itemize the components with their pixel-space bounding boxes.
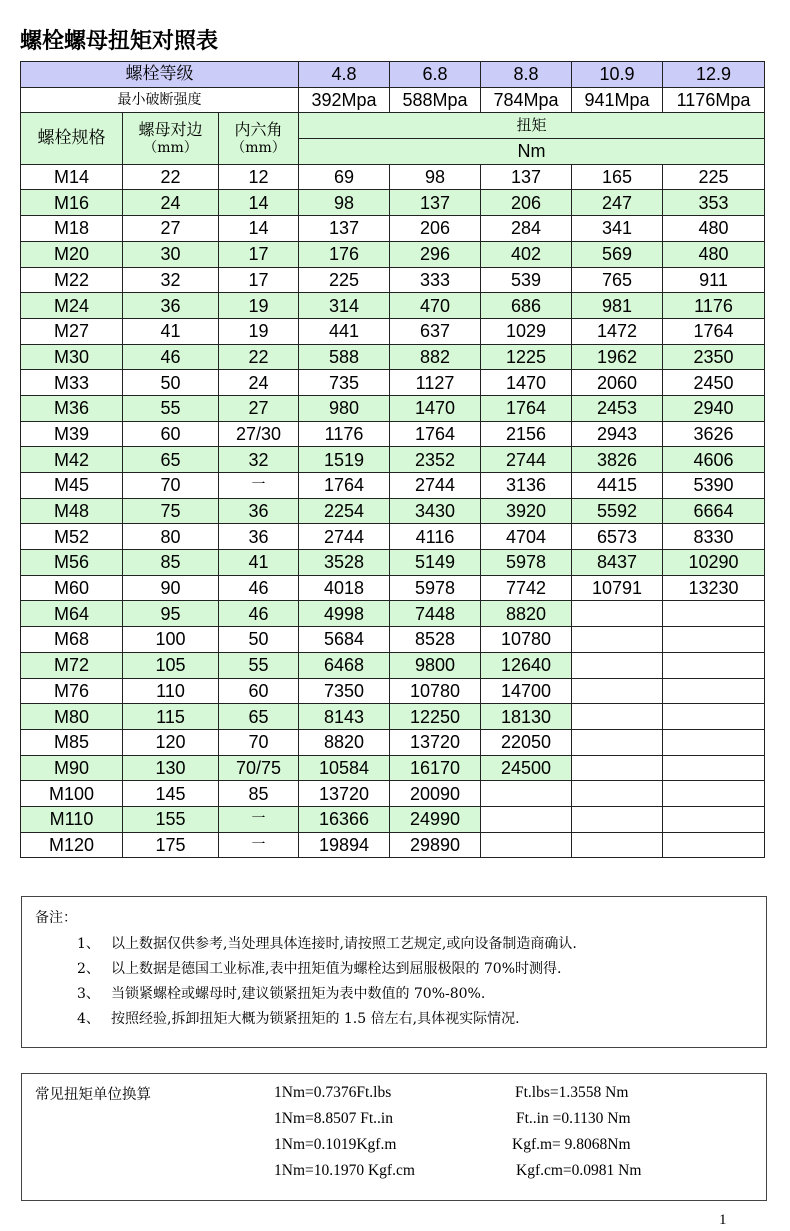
cell-torque-4-8: 8820: [299, 729, 390, 755]
cell-nut-size: 32: [123, 267, 219, 293]
cell-torque-4-8: 2744: [299, 524, 390, 550]
cell-torque-4-8: 69: [299, 164, 390, 190]
cell-torque-6-8: 1470: [390, 395, 481, 421]
cell-hex-size: 50: [219, 627, 299, 653]
cell-torque-10-9: [572, 601, 663, 627]
table-row: [21, 241, 765, 267]
cell-torque-6-8: 10780: [390, 678, 481, 704]
cell-torque-12-9: [663, 729, 765, 755]
page-number: 1: [719, 1212, 727, 1228]
cell-torque-6-8: 1127: [390, 370, 481, 396]
cell-hex-size: 27: [219, 395, 299, 421]
header-torque: 扭矩: [299, 113, 765, 139]
cell-hex-size: 一: [219, 832, 299, 858]
cell-torque-4-8: 3528: [299, 550, 390, 576]
header-hex-label: 内六角: [234, 119, 283, 139]
cell-torque-6-8: 13720: [390, 729, 481, 755]
cell-bolt-spec: M22: [21, 267, 123, 293]
strength-12-9: 1176Mpa: [663, 87, 765, 113]
grade-4-8: 4.8: [299, 62, 390, 88]
cell-torque-10-9: [572, 781, 663, 807]
cell-bolt-spec: M42: [21, 447, 123, 473]
cell-torque-6-8: 2744: [390, 473, 481, 499]
cell-bolt-spec: M110: [21, 806, 123, 832]
cell-torque-4-8: 19894: [299, 832, 390, 858]
cell-hex-size: 55: [219, 652, 299, 678]
cell-hex-size: 46: [219, 601, 299, 627]
note-text: 当锁紧螺栓或螺母时,建议锁紧扭矩为表中数值的 70%-80%.: [111, 986, 486, 1002]
cell-bolt-spec: M24: [21, 293, 123, 319]
cell-torque-12-9: 2940: [663, 395, 765, 421]
cell-torque-8-8: 10780: [481, 627, 572, 653]
cell-hex-size: 46: [219, 575, 299, 601]
cell-torque-10-9: 765: [572, 267, 663, 293]
cell-bolt-spec: M85: [21, 729, 123, 755]
cell-torque-6-8: 98: [390, 164, 481, 190]
conversion-right: Kgf.cm=0.0981 Nm: [516, 1162, 642, 1179]
cell-torque-6-8: 20090: [390, 781, 481, 807]
cell-torque-6-8: 16170: [390, 755, 481, 781]
table-row: [21, 704, 765, 730]
cell-bolt-spec: M80: [21, 704, 123, 730]
table-row: [21, 318, 765, 344]
cell-hex-size: 85: [219, 781, 299, 807]
cell-bolt-spec: M76: [21, 678, 123, 704]
cell-torque-12-9: 4606: [663, 447, 765, 473]
cell-torque-6-8: 333: [390, 267, 481, 293]
cell-bolt-spec: M120: [21, 832, 123, 858]
cell-torque-6-8: 12250: [390, 704, 481, 730]
cell-nut-size: 110: [123, 678, 219, 704]
table-row: [21, 832, 765, 858]
cell-torque-12-9: [663, 781, 765, 807]
cell-nut-size: 27: [123, 216, 219, 242]
cell-torque-10-9: 1472: [572, 318, 663, 344]
cell-torque-8-8: 24500: [481, 755, 572, 781]
cell-bolt-spec: M60: [21, 575, 123, 601]
cell-torque-10-9: 341: [572, 216, 663, 242]
table-row: [21, 627, 765, 653]
cell-torque-12-9: [663, 704, 765, 730]
table-row: [21, 678, 765, 704]
conversion-right: Kgf.m= 9.8068Nm: [512, 1136, 631, 1153]
cell-torque-10-9: 165: [572, 164, 663, 190]
cell-torque-4-8: 6468: [299, 652, 390, 678]
cell-torque-12-9: 1176: [663, 293, 765, 319]
cell-nut-size: 85: [123, 550, 219, 576]
cell-torque-6-8: 470: [390, 293, 481, 319]
table-row: [21, 447, 765, 473]
note-text: 以上数据仅供参考,当处理具体连接时,请按照工艺规定,或向设备制造商确认.: [111, 936, 577, 952]
cell-torque-10-9: [572, 806, 663, 832]
header-nut-label: 螺母对边: [138, 119, 203, 139]
strength-row: [21, 87, 765, 113]
cell-torque-12-9: [663, 832, 765, 858]
cell-nut-size: 130: [123, 755, 219, 781]
conversion-heading: 常见扭矩单位换算: [35, 1087, 151, 1103]
table-row: [21, 395, 765, 421]
table-row: [21, 575, 765, 601]
strength-8-8: 784Mpa: [481, 87, 572, 113]
cell-nut-size: 105: [123, 652, 219, 678]
cell-torque-6-8: 5149: [390, 550, 481, 576]
conversion-left: 1Nm=8.8507 Ft..in: [274, 1110, 393, 1127]
cell-torque-6-8: 9800: [390, 652, 481, 678]
cell-bolt-spec: M14: [21, 164, 123, 190]
cell-torque-4-8: 7350: [299, 678, 390, 704]
cell-bolt-spec: M100: [21, 781, 123, 807]
cell-torque-4-8: 980: [299, 395, 390, 421]
cell-bolt-spec: M90: [21, 755, 123, 781]
cell-hex-size: 一: [219, 473, 299, 499]
cell-nut-size: 70: [123, 473, 219, 499]
cell-hex-size: 41: [219, 550, 299, 576]
cell-torque-12-9: 13230: [663, 575, 765, 601]
cell-nut-size: 24: [123, 190, 219, 216]
cell-torque-10-9: [572, 832, 663, 858]
cell-torque-12-9: 225: [663, 164, 765, 190]
cell-nut-size: 80: [123, 524, 219, 550]
cell-torque-6-8: 8528: [390, 627, 481, 653]
cell-torque-12-9: [663, 755, 765, 781]
cell-torque-4-8: 176: [299, 241, 390, 267]
cell-torque-6-8: 3430: [390, 498, 481, 524]
cell-torque-4-8: 225: [299, 267, 390, 293]
cell-torque-8-8: 18130: [481, 704, 572, 730]
cell-torque-4-8: 10584: [299, 755, 390, 781]
cell-torque-8-8: 8820: [481, 601, 572, 627]
cell-torque-4-8: 1176: [299, 421, 390, 447]
cell-nut-size: 22: [123, 164, 219, 190]
cell-torque-8-8: 1029: [481, 318, 572, 344]
cell-torque-12-9: 6664: [663, 498, 765, 524]
grade-row: [21, 62, 765, 88]
notes-box: [21, 896, 767, 1048]
table-row: [21, 190, 765, 216]
table-row: [21, 421, 765, 447]
cell-torque-6-8: 137: [390, 190, 481, 216]
cell-torque-10-9: 5592: [572, 498, 663, 524]
cell-bolt-spec: M27: [21, 318, 123, 344]
page-title: 螺栓螺母扭矩对照表: [20, 29, 219, 54]
cell-torque-8-8: [481, 806, 572, 832]
table-row: [21, 755, 765, 781]
cell-bolt-spec: M39: [21, 421, 123, 447]
cell-bolt-spec: M68: [21, 627, 123, 653]
note-item: [77, 933, 577, 953]
cell-torque-10-9: [572, 652, 663, 678]
cell-torque-8-8: 1225: [481, 344, 572, 370]
cell-torque-12-9: 911: [663, 267, 765, 293]
cell-torque-6-8: 2352: [390, 447, 481, 473]
strength-label: 最小破断强度: [21, 87, 299, 113]
cell-torque-8-8: 3136: [481, 473, 572, 499]
cell-torque-8-8: 3920: [481, 498, 572, 524]
cell-torque-10-9: 10791: [572, 575, 663, 601]
cell-torque-6-8: 4116: [390, 524, 481, 550]
table-row: [21, 293, 765, 319]
cell-hex-size: 19: [219, 318, 299, 344]
strength-4-8: 392Mpa: [299, 87, 390, 113]
header-nut-unit: （mm）: [143, 139, 198, 156]
cell-torque-6-8: 24990: [390, 806, 481, 832]
cell-torque-4-8: 4018: [299, 575, 390, 601]
cell-torque-10-9: 981: [572, 293, 663, 319]
cell-torque-12-9: 1764: [663, 318, 765, 344]
cell-nut-size: 60: [123, 421, 219, 447]
cell-torque-10-9: 2060: [572, 370, 663, 396]
cell-torque-12-9: 353: [663, 190, 765, 216]
cell-torque-8-8: 4704: [481, 524, 572, 550]
notes-heading: 备注：: [35, 910, 77, 926]
table-row: [21, 601, 765, 627]
cell-nut-size: 95: [123, 601, 219, 627]
cell-torque-10-9: 2943: [572, 421, 663, 447]
cell-torque-4-8: 4998: [299, 601, 390, 627]
cell-hex-size: 36: [219, 524, 299, 550]
cell-bolt-spec: M52: [21, 524, 123, 550]
cell-torque-6-8: 296: [390, 241, 481, 267]
cell-hex-size: 70/75: [219, 755, 299, 781]
cell-torque-4-8: 1519: [299, 447, 390, 473]
cell-torque-12-9: 8330: [663, 524, 765, 550]
header-torque-unit: Nm: [299, 139, 765, 165]
cell-torque-8-8: 284: [481, 216, 572, 242]
cell-bolt-spec: M72: [21, 652, 123, 678]
cell-torque-8-8: 402: [481, 241, 572, 267]
cell-hex-size: 14: [219, 190, 299, 216]
cell-torque-12-9: 480: [663, 216, 765, 242]
cell-nut-size: 115: [123, 704, 219, 730]
cell-torque-10-9: 4415: [572, 473, 663, 499]
cell-hex-size: 24: [219, 370, 299, 396]
cell-nut-size: 30: [123, 241, 219, 267]
cell-nut-size: 155: [123, 806, 219, 832]
cell-torque-12-9: [663, 601, 765, 627]
cell-torque-6-8: 206: [390, 216, 481, 242]
cell-torque-12-9: 480: [663, 241, 765, 267]
table-row: [21, 524, 765, 550]
cell-nut-size: 65: [123, 447, 219, 473]
cell-hex-size: 一: [219, 806, 299, 832]
cell-torque-10-9: 247: [572, 190, 663, 216]
cell-torque-6-8: 7448: [390, 601, 481, 627]
cell-torque-10-9: [572, 704, 663, 730]
cell-hex-size: 17: [219, 241, 299, 267]
cell-hex-size: 70: [219, 729, 299, 755]
cell-torque-10-9: 569: [572, 241, 663, 267]
cell-bolt-spec: M33: [21, 370, 123, 396]
cell-torque-4-8: 2254: [299, 498, 390, 524]
torque-table: [20, 61, 765, 858]
note-text: 按照经验,拆卸扭矩大概为锁紧扭矩的 1.5 倍左右,具体视实际情况.: [111, 1011, 520, 1027]
cell-hex-size: 36: [219, 498, 299, 524]
table-row: [21, 164, 765, 190]
header-hex-socket: [219, 113, 299, 164]
cell-nut-size: 41: [123, 318, 219, 344]
cell-torque-10-9: [572, 729, 663, 755]
grade-label: 螺栓等级: [21, 62, 299, 88]
cell-torque-12-9: 3626: [663, 421, 765, 447]
grade-12-9: 12.9: [663, 62, 765, 88]
cell-torque-4-8: 314: [299, 293, 390, 319]
cell-nut-size: 120: [123, 729, 219, 755]
conversion-left: 1Nm=0.7376Ft.lbs: [274, 1084, 392, 1101]
cell-torque-8-8: 1470: [481, 370, 572, 396]
cell-torque-12-9: 2450: [663, 370, 765, 396]
header-hex-unit: （mm）: [231, 139, 286, 156]
cell-torque-4-8: 16366: [299, 806, 390, 832]
cell-torque-8-8: 5978: [481, 550, 572, 576]
note-item: [77, 958, 561, 978]
table-row: [21, 344, 765, 370]
cell-torque-8-8: 539: [481, 267, 572, 293]
cell-torque-12-9: 2350: [663, 344, 765, 370]
cell-bolt-spec: M20: [21, 241, 123, 267]
cell-nut-size: 36: [123, 293, 219, 319]
cell-torque-4-8: 735: [299, 370, 390, 396]
cell-torque-12-9: 5390: [663, 473, 765, 499]
cell-hex-size: 60: [219, 678, 299, 704]
table-row: [21, 473, 765, 499]
cell-torque-4-8: 137: [299, 216, 390, 242]
cell-torque-10-9: 8437: [572, 550, 663, 576]
cell-bolt-spec: M30: [21, 344, 123, 370]
cell-torque-8-8: 206: [481, 190, 572, 216]
cell-hex-size: 17: [219, 267, 299, 293]
cell-bolt-spec: M36: [21, 395, 123, 421]
note-number: 1、: [77, 936, 100, 952]
cell-torque-8-8: 7742: [481, 575, 572, 601]
cell-torque-8-8: 1764: [481, 395, 572, 421]
cell-torque-4-8: 13720: [299, 781, 390, 807]
cell-torque-4-8: 441: [299, 318, 390, 344]
cell-torque-6-8: 637: [390, 318, 481, 344]
cell-torque-4-8: 1764: [299, 473, 390, 499]
table-row: [21, 781, 765, 807]
cell-bolt-spec: M16: [21, 190, 123, 216]
cell-bolt-spec: M48: [21, 498, 123, 524]
table-row: [21, 216, 765, 242]
column-header-row: [21, 113, 765, 139]
cell-bolt-spec: M56: [21, 550, 123, 576]
cell-bolt-spec: M64: [21, 601, 123, 627]
cell-torque-10-9: 3826: [572, 447, 663, 473]
cell-torque-10-9: [572, 678, 663, 704]
cell-torque-6-8: 5978: [390, 575, 481, 601]
header-nut-across-flats: [123, 113, 219, 164]
cell-torque-6-8: 1764: [390, 421, 481, 447]
cell-hex-size: 27/30: [219, 421, 299, 447]
cell-torque-8-8: 12640: [481, 652, 572, 678]
unit-conversion-box: [21, 1073, 767, 1201]
grade-6-8: 6.8: [390, 62, 481, 88]
table-row: [21, 652, 765, 678]
cell-torque-8-8: 14700: [481, 678, 572, 704]
table-row: [21, 267, 765, 293]
cell-torque-8-8: 2156: [481, 421, 572, 447]
cell-torque-8-8: 686: [481, 293, 572, 319]
cell-hex-size: 14: [219, 216, 299, 242]
table-row: [21, 550, 765, 576]
note-item: [77, 983, 485, 1003]
cell-torque-6-8: 29890: [390, 832, 481, 858]
cell-torque-12-9: [663, 806, 765, 832]
conversion-right: Ft.lbs=1.3558 Nm: [515, 1084, 629, 1101]
cell-hex-size: 65: [219, 704, 299, 730]
cell-hex-size: 19: [219, 293, 299, 319]
cell-torque-12-9: [663, 678, 765, 704]
header-bolt-spec: 螺栓规格: [21, 113, 123, 164]
cell-torque-4-8: 588: [299, 344, 390, 370]
cell-torque-10-9: 1962: [572, 344, 663, 370]
cell-bolt-spec: M45: [21, 473, 123, 499]
note-number: 2、: [77, 961, 100, 977]
note-number: 3、: [77, 986, 100, 1002]
cell-nut-size: 55: [123, 395, 219, 421]
cell-nut-size: 75: [123, 498, 219, 524]
table-row: [21, 370, 765, 396]
cell-nut-size: 100: [123, 627, 219, 653]
cell-torque-8-8: [481, 781, 572, 807]
cell-torque-8-8: 22050: [481, 729, 572, 755]
cell-bolt-spec: M18: [21, 216, 123, 242]
cell-torque-10-9: [572, 755, 663, 781]
cell-torque-4-8: 98: [299, 190, 390, 216]
cell-nut-size: 175: [123, 832, 219, 858]
cell-hex-size: 12: [219, 164, 299, 190]
grade-10-9: 10.9: [572, 62, 663, 88]
cell-torque-8-8: 2744: [481, 447, 572, 473]
cell-torque-4-8: 5684: [299, 627, 390, 653]
cell-torque-6-8: 882: [390, 344, 481, 370]
cell-torque-10-9: 2453: [572, 395, 663, 421]
cell-torque-12-9: [663, 627, 765, 653]
cell-nut-size: 90: [123, 575, 219, 601]
cell-torque-12-9: [663, 652, 765, 678]
note-item: [77, 1008, 520, 1028]
conversion-left: 1Nm=0.1019Kgf.m: [274, 1136, 397, 1153]
table-row: [21, 729, 765, 755]
conversion-right: Ft..in =0.1130 Nm: [516, 1110, 631, 1127]
note-number: 4、: [77, 1011, 100, 1027]
grade-8-8: 8.8: [481, 62, 572, 88]
table-row: [21, 806, 765, 832]
note-text: 以上数据是德国工业标准,表中扭矩值为螺栓达到屈服极限的 70%时测得.: [111, 961, 562, 977]
cell-torque-8-8: [481, 832, 572, 858]
cell-torque-10-9: 6573: [572, 524, 663, 550]
cell-torque-12-9: 10290: [663, 550, 765, 576]
cell-nut-size: 145: [123, 781, 219, 807]
cell-torque-10-9: [572, 627, 663, 653]
strength-10-9: 941Mpa: [572, 87, 663, 113]
conversion-left: 1Nm=10.1970 Kgf.cm: [274, 1162, 415, 1179]
table-row: [21, 498, 765, 524]
cell-hex-size: 22: [219, 344, 299, 370]
cell-nut-size: 50: [123, 370, 219, 396]
cell-hex-size: 32: [219, 447, 299, 473]
cell-torque-4-8: 8143: [299, 704, 390, 730]
cell-torque-8-8: 137: [481, 164, 572, 190]
cell-nut-size: 46: [123, 344, 219, 370]
strength-6-8: 588Mpa: [390, 87, 481, 113]
